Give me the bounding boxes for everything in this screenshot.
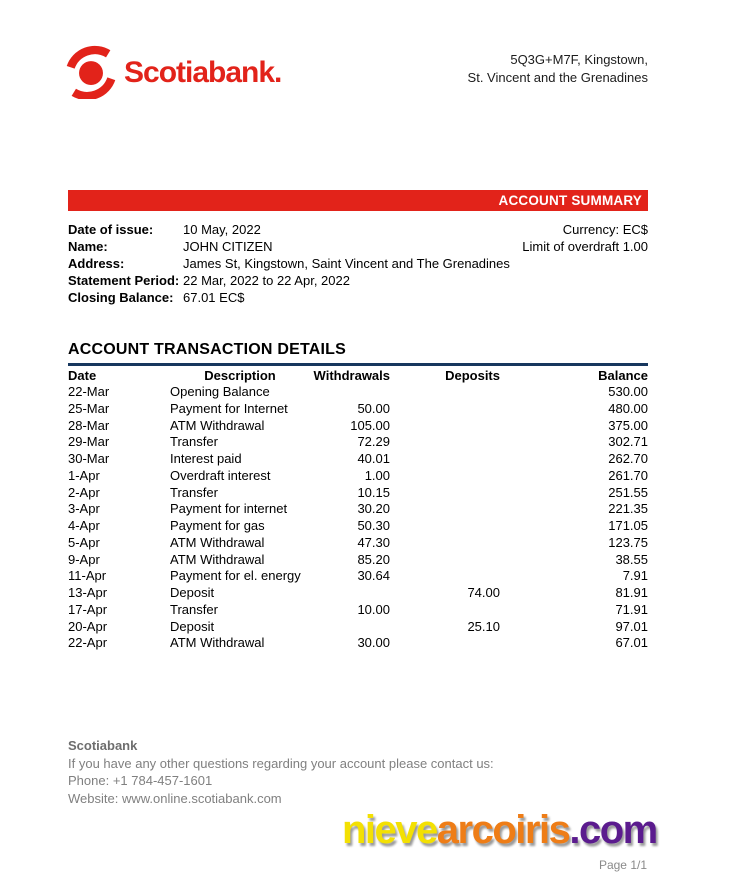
transaction-balance: 302.71 [608, 434, 648, 450]
transaction-balance: 221.35 [608, 501, 648, 517]
transaction-deposit [390, 518, 500, 535]
transaction-date: 5-Apr [68, 534, 100, 550]
transaction-description: Overdraft interest [170, 467, 271, 483]
transactions-section-title: ACCOUNT TRANSACTION DETAILS [68, 341, 346, 358]
summary-field-value: JOHN CITIZEN [183, 239, 273, 254]
account-summary-title: ACCOUNT SUMMARY [498, 193, 642, 208]
transaction-balance: 530.00 [608, 384, 648, 399]
transaction-date: 29-Mar [68, 434, 110, 450]
transaction-deposit [390, 602, 500, 619]
bank-address-line2: St. Vincent and the Grenadines [467, 70, 648, 85]
column-header-date: Date [68, 368, 97, 383]
bank-address-line1: 5Q3G+M7F, Kingstown, [510, 52, 648, 67]
transaction-balance: 375.00 [608, 417, 648, 433]
transaction-deposit [390, 434, 500, 451]
transaction-description: Transfer [170, 434, 218, 450]
transaction-balance: 251.55 [608, 484, 648, 500]
summary-currency-block [522, 221, 648, 255]
transaction-withdrawal: 30.20 [357, 501, 390, 517]
transaction-withdrawal: 105.00 [350, 417, 390, 433]
currency-line: Currency: EC$ [562, 222, 648, 237]
transaction-date: 20-Apr [68, 618, 108, 634]
summary-field-row [68, 238, 538, 255]
transaction-date: 17-Apr [68, 601, 108, 617]
page-indicator: Page 1/1 [598, 858, 647, 872]
transaction-deposit [390, 451, 500, 468]
transaction-deposit [390, 418, 500, 435]
summary-field-value: 67.01 EC$ [183, 290, 245, 305]
transaction-description: Interest paid [170, 451, 242, 466]
footer-contact-line: If you have any other questions regarding your account please contact us: [68, 755, 494, 771]
transaction-row [68, 619, 648, 636]
transaction-date: 11-Apr [68, 568, 107, 584]
transaction-balance: 261.70 [608, 467, 648, 483]
transaction-row [68, 401, 648, 418]
transaction-description: Transfer [170, 484, 218, 500]
summary-field-row [68, 255, 538, 272]
transaction-row [68, 434, 648, 451]
account-summary-bar [68, 190, 648, 211]
column-header-deposits: Deposits [445, 368, 500, 383]
transaction-balance: 123.75 [608, 534, 648, 550]
transaction-balance: 262.70 [608, 451, 648, 466]
watermark-segment-com: .com [569, 808, 657, 852]
overdraft-limit-line: Limit of overdraft 1.00 [522, 239, 648, 254]
transaction-description: ATM Withdrawal [170, 417, 265, 433]
transaction-date: 4-Apr [68, 518, 100, 533]
transaction-row [68, 518, 648, 535]
transaction-deposit [390, 384, 500, 401]
transaction-deposit [390, 535, 500, 552]
transaction-row [68, 451, 648, 468]
transaction-withdrawal: 72.29 [357, 434, 390, 450]
summary-field-row [68, 289, 538, 306]
summary-field-label: Name: [68, 239, 108, 254]
transaction-deposit [390, 635, 500, 652]
transaction-description: Transfer [170, 601, 218, 617]
transaction-date: 2-Apr [68, 484, 100, 500]
summary-field-value: James St, Kingstown, Saint Vincent and The Grenadines [183, 256, 510, 271]
transaction-date: 13-Apr [68, 585, 108, 600]
transaction-row [68, 552, 648, 569]
transaction-withdrawal: 1.00 [364, 467, 390, 483]
summary-field-row [68, 272, 538, 289]
section-divider-rule [68, 363, 648, 366]
transaction-balance: 7.91 [622, 568, 648, 584]
transaction-row [68, 602, 648, 619]
summary-field-label: Address: [68, 256, 125, 271]
transactions-table [68, 367, 648, 652]
transaction-description: ATM Withdrawal [170, 635, 265, 651]
transaction-withdrawal: 40.01 [357, 451, 390, 466]
transaction-withdrawal [310, 585, 390, 602]
transaction-description: ATM Withdrawal [170, 534, 265, 550]
transaction-description: Payment for el. energy [170, 568, 301, 584]
transaction-deposit [390, 468, 500, 485]
transaction-date: 3-Apr [68, 501, 100, 517]
summary-field-label: Date of issue: [68, 222, 154, 237]
transaction-row [68, 635, 648, 652]
footer-bank-name: Scotiabank [68, 738, 138, 753]
summary-field-label: Statement Period: [68, 273, 180, 288]
transaction-balance: 81.91 [615, 585, 648, 600]
transaction-description: Deposit [170, 585, 215, 600]
transaction-deposit [390, 552, 500, 569]
column-header-withdrawals: Withdrawals [313, 368, 390, 383]
transaction-date: 22-Mar [68, 384, 110, 399]
transaction-balance: 38.55 [615, 551, 648, 567]
footer-phone: Phone: +1 784-457-1601 [68, 773, 213, 788]
transaction-withdrawal: 30.00 [357, 635, 390, 651]
transaction-row [68, 485, 648, 502]
column-header-description: Description [204, 368, 276, 383]
transaction-deposit: 74.00 [467, 585, 500, 600]
transaction-deposit [390, 501, 500, 518]
summary-field-label: Closing Balance: [68, 290, 174, 305]
transaction-date: 28-Mar [68, 417, 110, 433]
transaction-date: 1-Apr [68, 467, 100, 483]
transaction-row [68, 568, 648, 585]
transaction-row [68, 535, 648, 552]
transaction-balance: 171.05 [608, 518, 648, 533]
watermark-segment-arcoiris: arcoiris [436, 808, 570, 852]
transaction-date: 22-Apr [68, 635, 108, 651]
transaction-balance: 97.01 [615, 618, 648, 634]
transaction-deposit [390, 401, 500, 418]
transaction-date: 25-Mar [68, 400, 110, 416]
transaction-withdrawal: 47.30 [357, 534, 390, 550]
statement-footer [68, 737, 494, 807]
transaction-deposit [390, 485, 500, 502]
transactions-table-header [68, 367, 648, 384]
summary-fields [68, 221, 538, 306]
transaction-balance: 67.01 [615, 635, 648, 651]
transaction-withdrawal: 10.00 [357, 601, 390, 617]
transaction-description: ATM Withdrawal [170, 551, 265, 567]
logo-wordmark: Scotiabank. [124, 56, 282, 89]
transaction-row [68, 384, 648, 401]
site-watermark [342, 810, 657, 850]
transaction-withdrawal: 10.15 [357, 484, 390, 500]
scotiabank-flying-s-icon [66, 45, 116, 99]
transaction-deposit [390, 568, 500, 585]
transaction-description: Deposit [170, 618, 215, 634]
transaction-description: Payment for gas [170, 518, 265, 533]
transaction-row [68, 585, 648, 602]
transaction-withdrawal: 50.00 [357, 400, 390, 416]
transaction-description: Payment for Internet [170, 400, 288, 416]
summary-field-value: 22 Mar, 2022 to 22 Apr, 2022 [183, 273, 350, 288]
transaction-balance: 480.00 [608, 400, 648, 416]
transaction-row [68, 501, 648, 518]
scotiabank-logo [66, 45, 281, 99]
transaction-date: 30-Mar [68, 451, 110, 466]
footer-website: Website: www.online.scotiabank.com [68, 790, 282, 806]
column-header-balance: Balance [598, 368, 648, 383]
transaction-withdrawal: 50.30 [357, 518, 390, 533]
summary-field-value: 10 May, 2022 [183, 222, 261, 237]
transaction-withdrawal [310, 384, 390, 401]
transaction-withdrawal: 85.20 [357, 551, 390, 567]
transaction-date: 9-Apr [68, 551, 100, 567]
transaction-description: Payment for internet [170, 501, 288, 517]
transaction-row [68, 468, 648, 485]
summary-field-row [68, 221, 538, 238]
transaction-withdrawal [310, 619, 390, 636]
bank-address [468, 51, 648, 87]
transaction-row [68, 418, 648, 435]
transaction-withdrawal: 30.64 [357, 568, 390, 584]
transaction-balance: 71.91 [615, 601, 648, 617]
transaction-deposit: 25.10 [467, 618, 500, 634]
transaction-description: Opening Balance [170, 384, 270, 399]
watermark-segment-nieve: nieve [342, 808, 437, 852]
